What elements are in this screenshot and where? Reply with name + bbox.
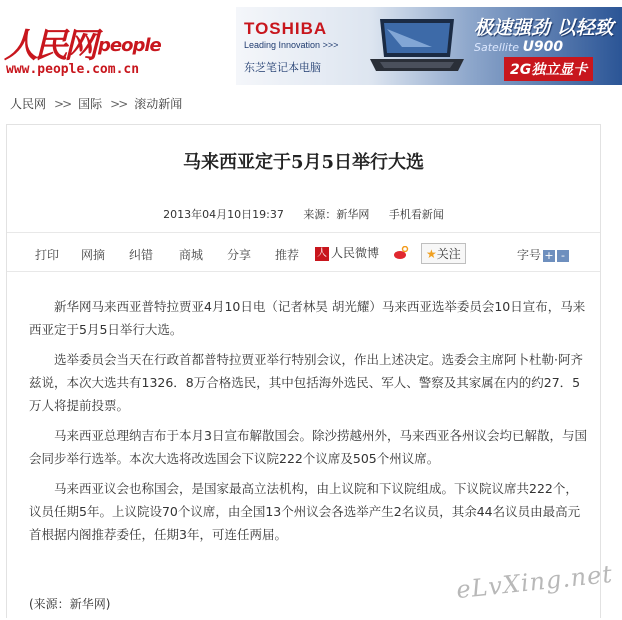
source-link[interactable]: 新华网 bbox=[69, 597, 106, 611]
weibo-icon: 人 bbox=[317, 247, 327, 259]
logo-url: www.people.com.cn bbox=[6, 62, 140, 77]
paragraph: 马来西亚总理纳吉布于本月3日宣布解散国会。除沙捞越州外，马来西亚各州议会均已解散，与国会同步举行选举。本次大选将改选国会下议院222个议席及505个州议席。 bbox=[29, 428, 587, 466]
share-weibo-icon[interactable] bbox=[393, 246, 409, 260]
share-button[interactable]: 分享 bbox=[227, 248, 252, 262]
article-source-footer: (来源：新华网) bbox=[29, 597, 111, 611]
article-datetime: 2013年04月10日19:37 bbox=[163, 208, 284, 221]
toshiba-ad-banner[interactable] bbox=[236, 7, 622, 85]
paragraph: 新华网马来西亚普特拉贾亚4月10日电（记者林昊 胡光耀）马来西亚选举委员会10日宣布，马来西亚定于5月5日举行大选。 bbox=[29, 299, 586, 337]
article-toolbar bbox=[7, 232, 600, 272]
breadcrumb-international[interactable]: 国际 bbox=[78, 97, 103, 111]
ad-card-badge: 2G独立显卡 bbox=[504, 57, 593, 81]
paragraph: 马来西亚议会也称国会，是国家最高立法机构，由上议院和下议院组成。下议院议席共222个，议员任期5年。上议院设70个议席，由全国13个州议会各选举产生2名议员，其余44名议员由最高元首根据内阁推荐委任，任期3年，可连任两届。 bbox=[29, 481, 581, 542]
bookmark-button[interactable]: 网摘 bbox=[81, 248, 106, 262]
ad-series: Satellite U900 bbox=[474, 39, 564, 55]
recommend-button[interactable]: 推荐 bbox=[275, 248, 300, 262]
ad-brand: TOSHIBA bbox=[244, 19, 328, 38]
breadcrumb bbox=[10, 95, 182, 112]
mobile-news-link[interactable]: 手机看新闻 bbox=[388, 208, 444, 221]
ad-product: 东芝笔记本电脑 bbox=[244, 61, 321, 74]
font-increase-button[interactable]: + bbox=[544, 248, 554, 262]
ad-slogan: 极速强劲 以轻致 bbox=[474, 17, 614, 39]
breadcrumb-rolling-news[interactable]: 滚动新闻 bbox=[134, 97, 183, 111]
report-error-button[interactable]: 纠错 bbox=[129, 248, 154, 262]
watermark: eLvXing.net bbox=[454, 559, 615, 605]
article-title: 马来西亚定于5月5日举行大选 bbox=[182, 152, 425, 173]
mall-button[interactable]: 商城 bbox=[179, 248, 204, 262]
font-size-control: 字号 + - bbox=[517, 246, 569, 263]
people-weibo-button[interactable]: 人 人民微博 bbox=[317, 246, 380, 260]
print-button[interactable]: 打印 bbox=[35, 248, 60, 262]
article-panel bbox=[6, 124, 601, 618]
follow-button[interactable]: ★关注 bbox=[421, 243, 466, 264]
font-decrease-button[interactable]: - bbox=[557, 250, 569, 262]
star-icon: ★ bbox=[426, 247, 437, 261]
ad-tagline: Leading Innovation >>> bbox=[244, 40, 339, 50]
article-body bbox=[29, 295, 587, 553]
breadcrumb-separator: >> bbox=[110, 97, 127, 111]
breadcrumb-separator: >> bbox=[54, 97, 71, 111]
logo-chinese: 人民网 bbox=[4, 26, 94, 66]
article-meta bbox=[7, 206, 600, 222]
article-source[interactable]: 来源：新华网 bbox=[303, 208, 370, 221]
laptop-image bbox=[362, 13, 472, 79]
breadcrumb-home[interactable]: 人民网 bbox=[10, 97, 47, 111]
logo-english: people bbox=[98, 35, 161, 56]
paragraph: 选举委员会当天在行政首都普特拉贾亚举行特别会议，作出上述决定。选委会主席阿卜杜勒·阿齐兹说，本次大选共有1326．8万合格选民，其中包括海外选民、军人、警察及其家属在内的约27．5万人将提前投票。 bbox=[29, 352, 583, 413]
people-logo[interactable] bbox=[4, 18, 164, 80]
site-header bbox=[0, 0, 622, 90]
